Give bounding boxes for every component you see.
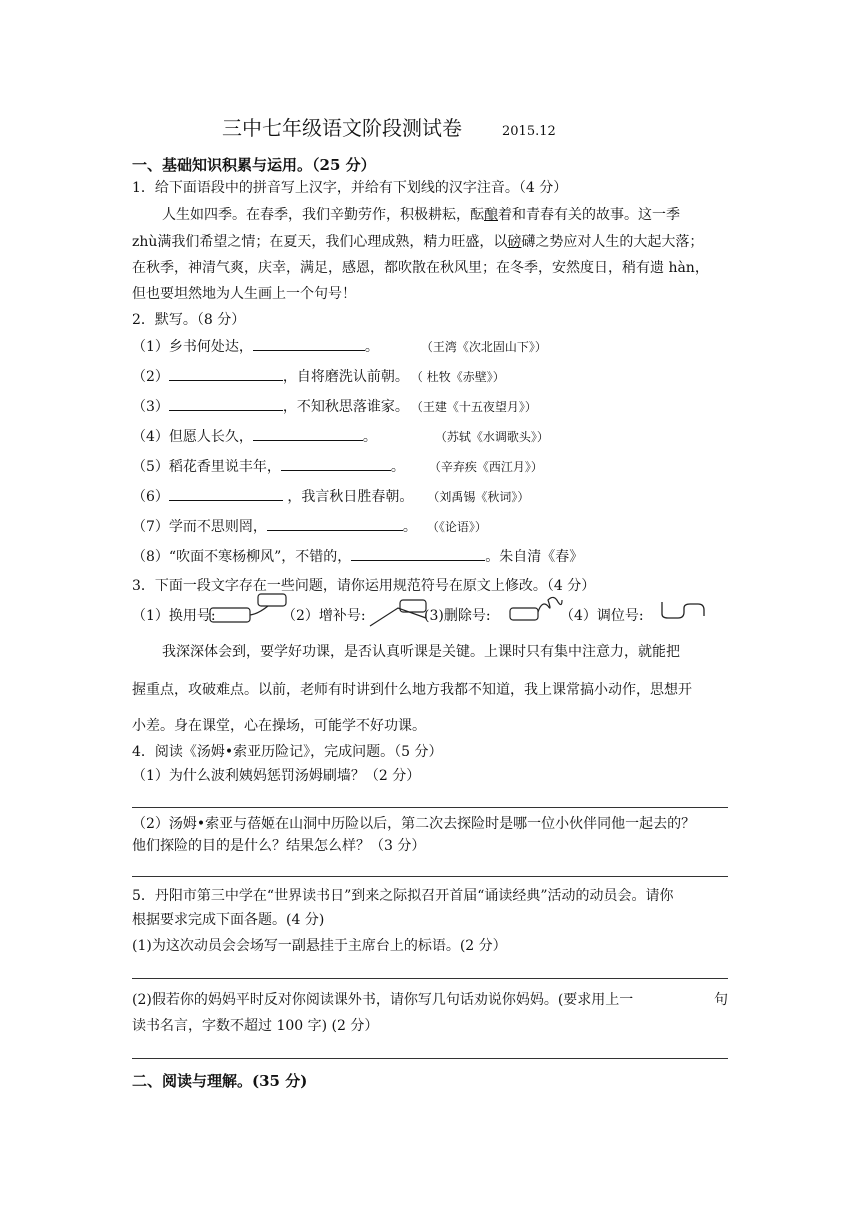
mark-label-replace: （1）换用号: bbox=[132, 608, 216, 624]
recite-text: （3） bbox=[132, 399, 169, 415]
q1-passage-line-4: 但也要坦然地为人生画上一个句号！ bbox=[132, 286, 356, 302]
exam-title bbox=[222, 112, 556, 141]
underlined-char: 酿 bbox=[484, 207, 498, 223]
recite-item bbox=[132, 396, 537, 417]
recite-source: （《论语》） bbox=[432, 520, 487, 534]
mark-label-delete: (3)删除号: bbox=[424, 608, 491, 624]
exam-date: 2015.12 bbox=[502, 124, 556, 139]
section-1-heading: 一、基础知识积累与运用。（25 分） bbox=[132, 156, 376, 174]
mark-label-swap: （4）调位号: bbox=[560, 608, 644, 624]
recite-item bbox=[132, 546, 583, 567]
answer-blank[interactable] bbox=[253, 336, 365, 351]
q3-prompt: 3．下面一段文字存在一些问题，请你运用规范符号在原文上修改。（4 分） bbox=[132, 578, 596, 594]
recite-text: 。 bbox=[390, 459, 405, 475]
q1-passage-line-1 bbox=[162, 205, 680, 225]
q1-passage-line-3: 在秋季，神清气爽，庆幸，满足，感恩，都吹散在秋风里；在冬季，安然度日，稍有遗 hàn， bbox=[132, 260, 709, 276]
recite-text: （5）稻花香里说丰年， bbox=[132, 459, 281, 475]
recite-item bbox=[132, 516, 487, 537]
underlined-char: 磅 bbox=[507, 234, 522, 250]
answer-blank[interactable] bbox=[169, 396, 283, 411]
proof-marks-row bbox=[132, 606, 216, 626]
recite-text: 。 bbox=[362, 429, 377, 445]
answer-blank[interactable] bbox=[169, 486, 283, 501]
recite-source: （ 杜牧《赤壁》） bbox=[416, 370, 505, 384]
q4-sub-1: （1）为什么波利姨妈惩罚汤姆刷墙？（2 分） bbox=[132, 768, 421, 784]
recite-item bbox=[132, 366, 505, 387]
answer-line[interactable] bbox=[132, 978, 728, 979]
recite-text: （6） bbox=[132, 489, 169, 505]
q1-text: 人生如四季。在春季，我们辛勤劳作，积极耕耘，酝 bbox=[162, 207, 484, 223]
q1-text: zhù满我们希望之情；在夏天，我们心理成熟，精力旺盛，以 bbox=[132, 234, 508, 250]
q3-passage-line-1: 我深深体会到，要学好功课，是否认真听课是关键。上课时只有集中注意力，就能把 bbox=[162, 644, 680, 660]
recite-text: （4）但愿人长久， bbox=[132, 429, 253, 445]
recite-text: ，自将磨洗认前朝。 bbox=[282, 369, 409, 385]
q5-prompt-line-1: 5．丹阳市第三中学在“世界读书日”到来之际拟召开首届“诵读经典”活动的动员会。请你 bbox=[132, 888, 674, 904]
recite-text: （7）学而不思则罔， bbox=[132, 519, 267, 535]
insert-mark-icon bbox=[368, 598, 428, 628]
recite-text: ，我言秋日胜春朝。 bbox=[282, 489, 414, 505]
answer-line[interactable] bbox=[132, 876, 728, 877]
answer-blank[interactable] bbox=[169, 366, 283, 381]
recite-text: 。 bbox=[364, 339, 379, 355]
recite-source: （苏轼《水调歌头》） bbox=[440, 430, 549, 444]
recite-text: ，不知秋思落谁家。 bbox=[282, 399, 409, 415]
q1-text: 礴之势应对人生的大起大落； bbox=[521, 234, 704, 250]
q5-prompt-line-2: 根据要求完成下面各题。(4 分) bbox=[132, 912, 325, 928]
recite-item bbox=[132, 456, 543, 477]
q5-sub-2-line-2: 读书名言，字数不超过 100 字) (2 分） bbox=[132, 1018, 379, 1034]
mark-label-insert: （2）增补号: bbox=[282, 608, 366, 624]
recite-source: （辛弃疾《西江月》） bbox=[434, 460, 543, 474]
recite-text: 。朱自清《春》 bbox=[485, 549, 584, 565]
q4-prompt: 4．阅读《汤姆•索亚历险记》，完成问题。（5 分） bbox=[132, 744, 443, 760]
recite-source: （王湾《次北固山下》） bbox=[426, 340, 547, 354]
q1-passage-line-2 bbox=[132, 232, 703, 252]
q3-passage-line-3: 小差。身在课堂，心在操场，可能学不好功课。 bbox=[132, 718, 426, 734]
recite-item bbox=[132, 486, 529, 507]
answer-line[interactable] bbox=[132, 807, 728, 808]
q4-sub-2-line-1: （2）汤姆•索亚与蓓姬在山洞中历险以后，第二次去探险时是哪一位小伙伴同他一起去的？ bbox=[132, 816, 696, 832]
title-text: 三中七年级语文阶段测试卷 bbox=[222, 116, 462, 140]
q3-passage-line-2: 握重点，攻破难点。以前，老师有时讲到什么地方我都不知道，我上课常搞小动作，思想开 bbox=[132, 682, 692, 698]
recite-item bbox=[132, 336, 547, 357]
delete-mark-icon bbox=[508, 594, 564, 624]
recite-text: 。 bbox=[402, 519, 417, 535]
recite-source: （刘禹锡《秋词》） bbox=[433, 490, 530, 504]
recite-text: （8）“吹面不寒杨柳风”，不错的， bbox=[132, 549, 352, 565]
answer-blank[interactable] bbox=[351, 546, 485, 561]
q5-sub-2-line-1-end: 句 bbox=[714, 992, 728, 1008]
q5-sub-2-line-1: (2)假若你的妈妈平时反对你阅读课外书，请你写几句话劝说你妈妈。(要求用上一 bbox=[132, 992, 634, 1008]
q4-sub-2-line-2: 他们探险的目的是什么？结果怎么样？（3 分） bbox=[132, 838, 426, 854]
q1-prompt: 1．给下面语段中的拼音写上汉字，并给有下划线的汉字注音。（4 分） bbox=[132, 180, 568, 196]
recite-text: （1）乡书何处达， bbox=[132, 339, 253, 355]
answer-blank[interactable] bbox=[253, 426, 363, 441]
answer-blank[interactable] bbox=[267, 516, 403, 531]
swap-mark-icon bbox=[660, 600, 706, 622]
recite-item bbox=[132, 426, 549, 447]
recite-text: （2） bbox=[132, 369, 169, 385]
q5-sub-1: (1)为这次动员会会场写一副悬挂于主席台上的标语。(2 分） bbox=[132, 938, 507, 954]
recite-source: （王建《十五夜望月》） bbox=[416, 400, 537, 414]
replace-mark-icon bbox=[208, 592, 288, 628]
section-2-heading: 二、阅读与理解。(35 分) bbox=[132, 1072, 308, 1090]
answer-blank[interactable] bbox=[281, 456, 391, 471]
answer-line[interactable] bbox=[132, 1058, 728, 1059]
q1-text: 着和青春有关的故事。这一季 bbox=[498, 207, 680, 223]
q2-prompt: 2．默写。（8 分） bbox=[132, 312, 246, 328]
